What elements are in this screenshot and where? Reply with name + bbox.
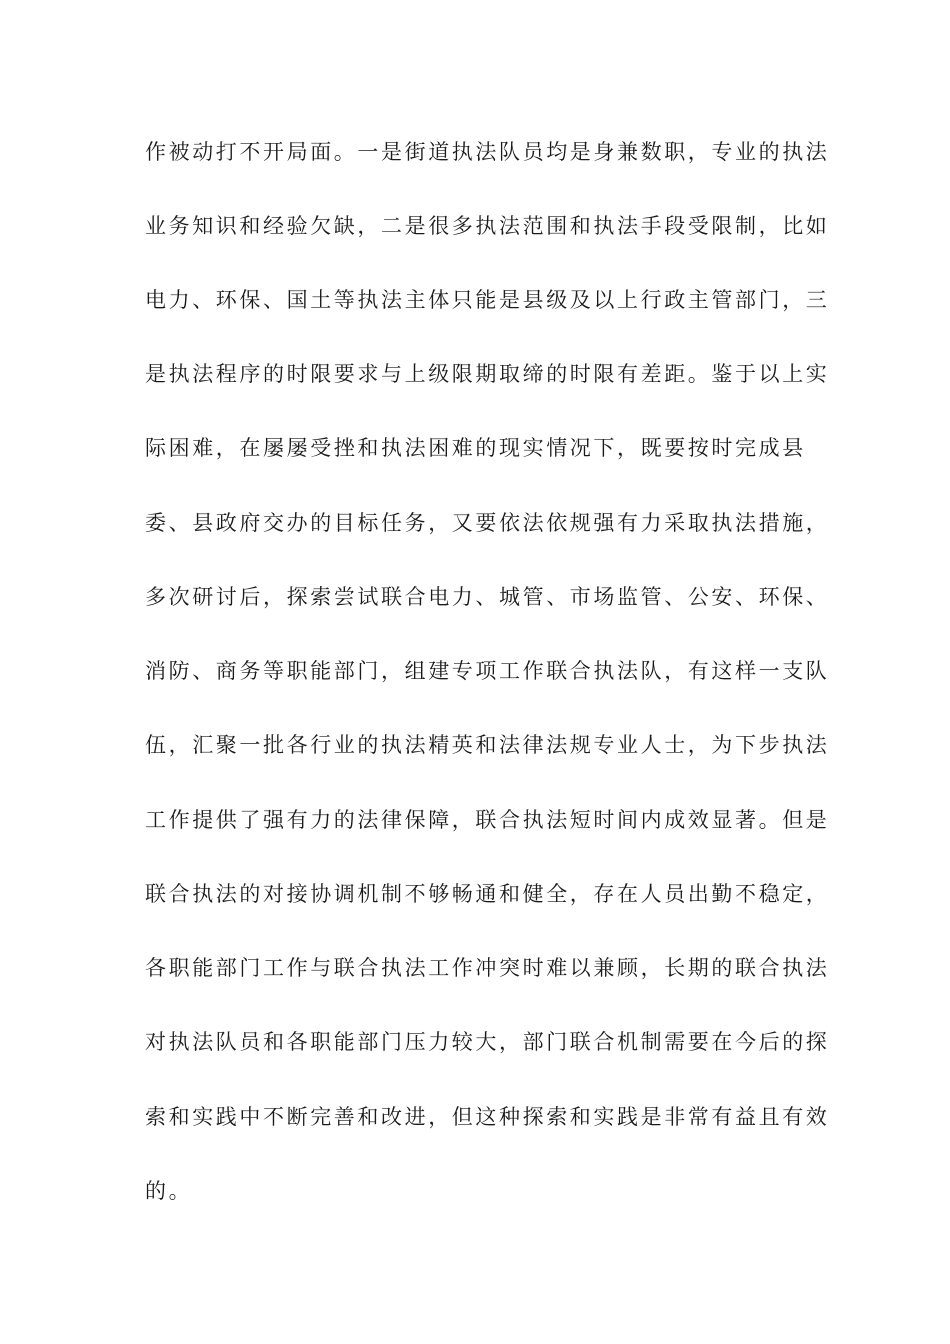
text-line: 消防、商务等职能部门，组建专项工作联合执法队，有这样一支队	[145, 659, 830, 683]
text-line: 委、县政府交办的目标任务，又要依法依规强有力采取执法措施，	[145, 511, 830, 535]
text-line: 各职能部门工作与联合执法工作冲突时难以兼顾，长期的联合执法	[145, 956, 830, 980]
text-line: 索和实践中不断完善和改进，但这种探索和实践是非常有益且有效	[145, 1105, 830, 1129]
text-line: 际困难，在屡屡受挫和执法困难的现实情况下，既要按时完成县	[145, 436, 806, 460]
text-line: 的。	[145, 1179, 193, 1203]
text-line: 工作提供了强有力的法律保障，联合执法短时间内成效显著。但是	[145, 808, 830, 832]
text-line: 作被动打不开局面。一是街道执法队员均是身兼数职，专业的执法	[145, 140, 830, 164]
text-line: 联合执法的对接协调机制不够畅通和健全，存在人员出勤不稳定，	[145, 882, 830, 906]
text-line: 电力、环保、国土等执法主体只能是县级及以上行政主管部门，三	[145, 288, 830, 312]
text-line: 多次研讨后，探索尝试联合电力、城管、市场监管、公安、环保、	[145, 585, 830, 609]
text-line: 业务知识和经验欠缺，二是很多执法范围和执法手段受限制，比如	[145, 214, 830, 238]
text-line: 是执法程序的时限要求与上级限期取缔的时限有差距。鉴于以上实	[145, 362, 830, 386]
text-line: 伍，汇聚一批各行业的执法精英和法律法规专业人士，为下步执法	[145, 733, 830, 757]
text-line: 对执法队员和各职能部门压力较大，部门联合机制需要在今后的探	[145, 1030, 830, 1054]
